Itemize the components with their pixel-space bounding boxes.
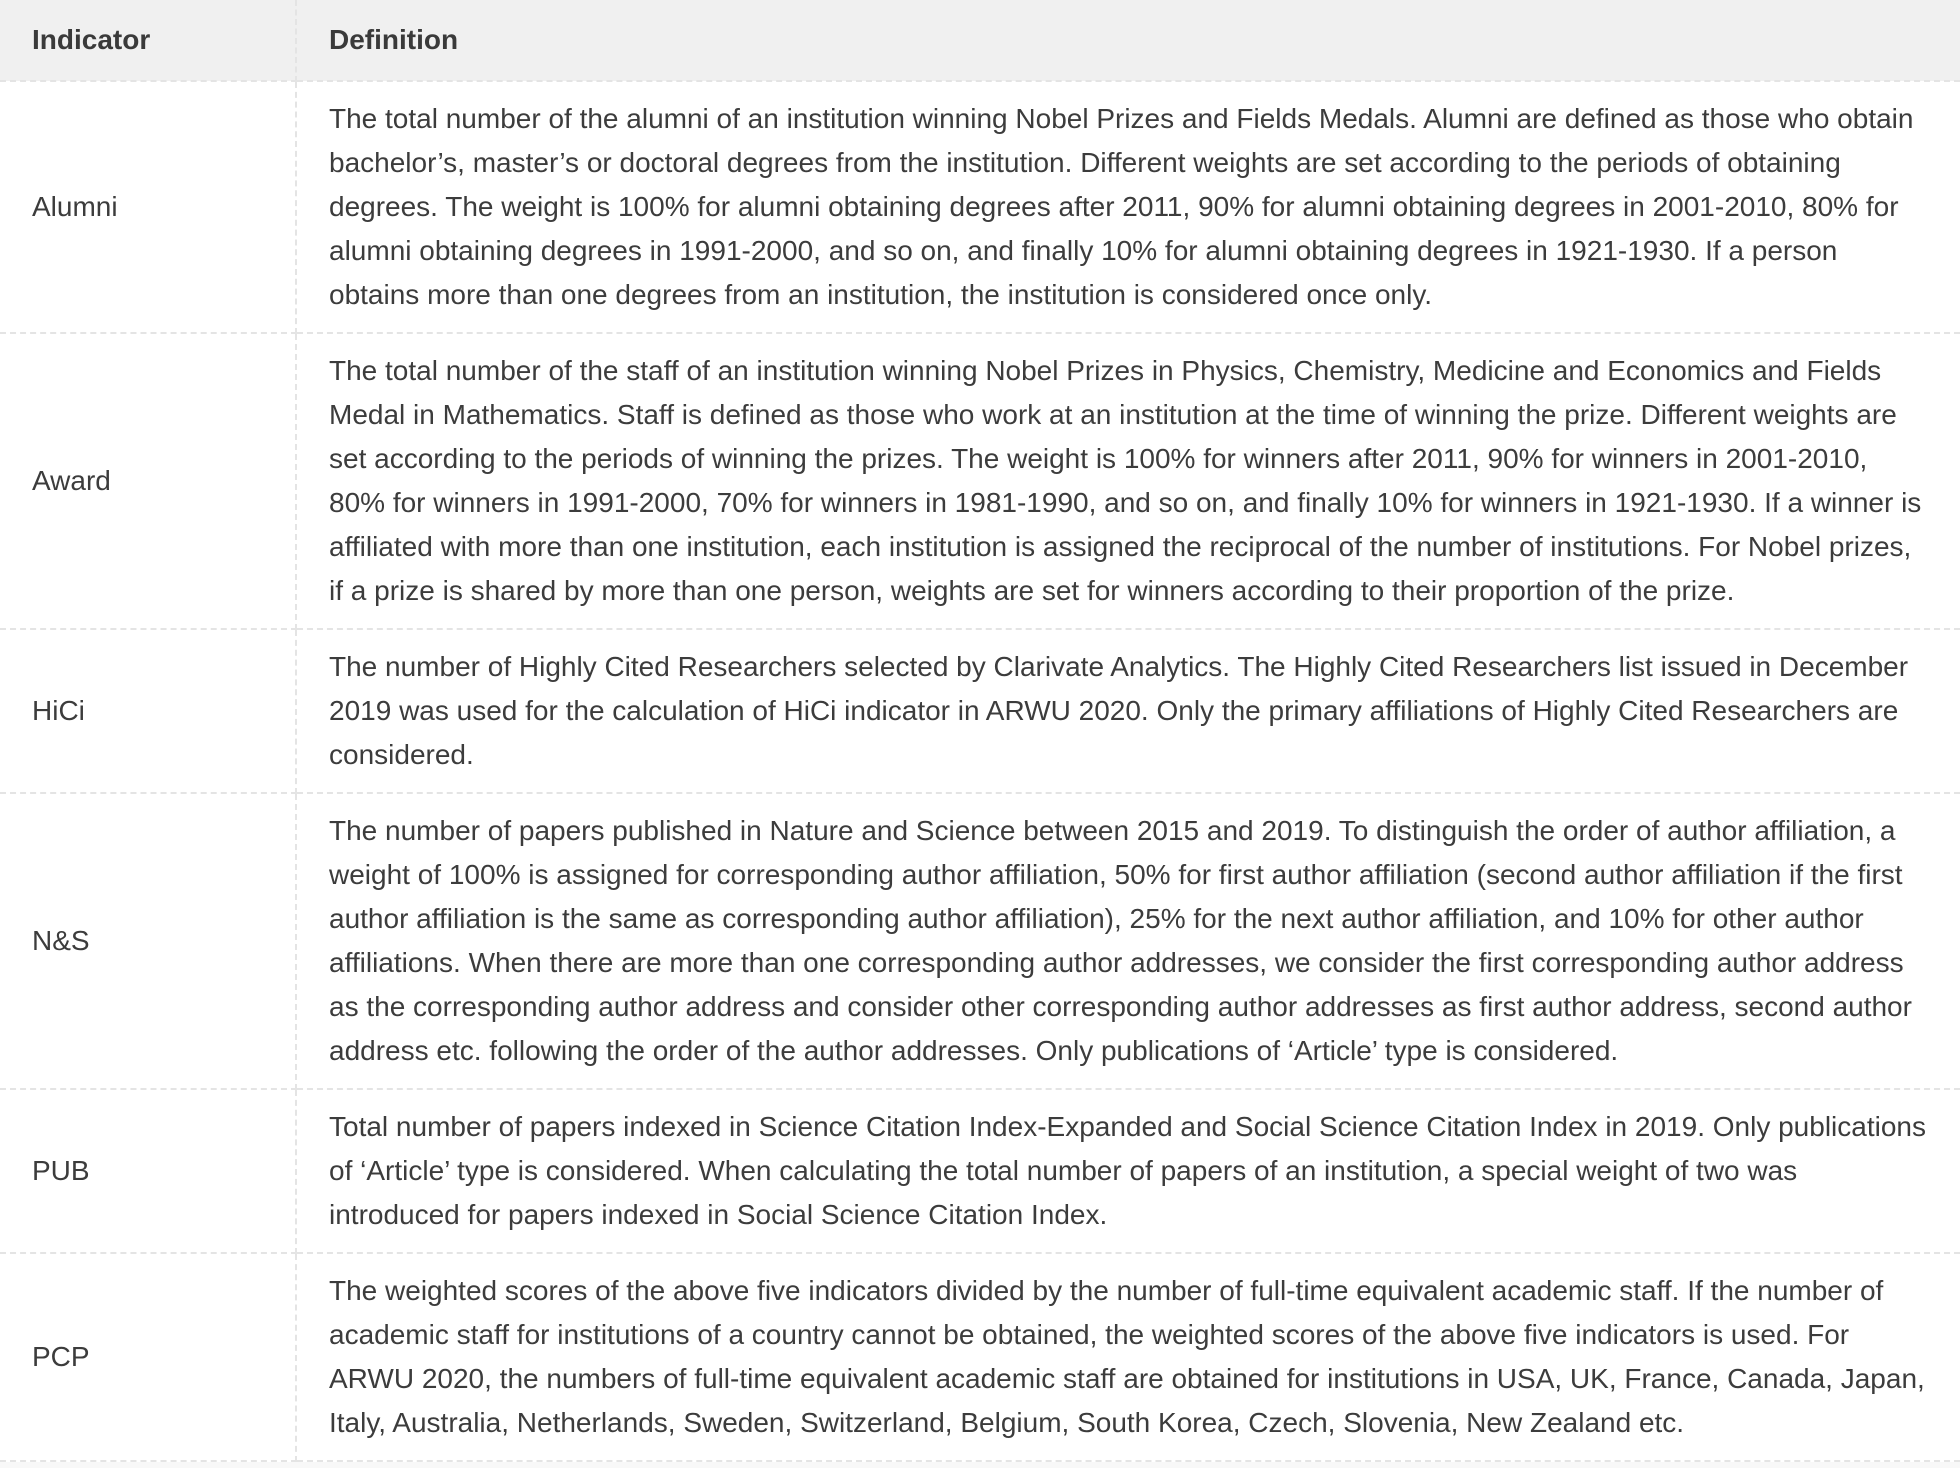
table-row-award <box>0 333 1960 629</box>
indicator-cell <box>0 1089 296 1253</box>
table-row-ns <box>0 793 1960 1089</box>
indicator-label: Alumni <box>32 191 118 222</box>
indicator-cell <box>0 629 296 793</box>
header-label-indicator: Indicator <box>32 24 151 55</box>
next-row-peek <box>0 1462 1960 1468</box>
indicator-label: Award <box>32 465 111 496</box>
indicator-cell <box>0 333 296 629</box>
indicator-cell <box>0 793 296 1089</box>
definition-text: The total number of the staff of an institution winning Nobel Prizes in Physics, Chemistry, Medicine and Economics and Fields Medal in Mathematics. Staff is defined as those who work at an institution at the time of winning the prize. Different weights are set according to the periods of winning the prizes. The weight is 100% for winners after 2011, 90% for winners in 2001-2010, 80% for winners in 1991-2000, 70% for winners in 1981-1990, and so on, and finally 10% for winners in 1921-1930. If a winner is affiliated with more than one institution, each institution is assigned the reciprocal of the number of institutions. For Nobel prizes, if a prize is shared by more than one person, weights are set for winners according to their proportion of the prize. <box>329 355 1922 606</box>
indicator-cell <box>0 81 296 333</box>
definition-cell <box>296 333 1960 629</box>
table-row-pcp <box>0 1253 1960 1461</box>
definition-text: Total number of papers indexed in Science Citation Index-Expanded and Social Science Citation Index in 2019. Only publications of ‘Article’ type is considered. When calculating the total number of papers of an institution, a special weight of two was introduced for papers indexed in Social Science Citation Index. <box>329 1111 1926 1230</box>
definition-cell <box>296 1089 1960 1253</box>
header-cell-definition <box>296 0 1960 81</box>
table-header-row <box>0 0 1960 81</box>
header-label-definition: Definition <box>329 24 459 55</box>
definition-text: The weighted scores of the above five indicators divided by the number of full-time equivalent academic staff. If the number of academic staff for institutions of a country cannot be obtained, the weighted scores of the above five indicators is used. For ARWU 2020, the numbers of full-time equivalent academic staff are obtained for institutions in USA, UK, France, Canada, Japan, Italy, Australia, Netherlands, Sweden, Switzerland, Belgium, South Korea, Czech, Slovenia, New Zealand etc. <box>329 1275 1925 1438</box>
indicator-label: PUB <box>32 1155 90 1186</box>
header-cell-indicator <box>0 0 296 81</box>
indicator-label: HiCi <box>32 695 85 726</box>
indicator-label: PCP <box>32 1341 90 1372</box>
definition-cell <box>296 1253 1960 1461</box>
table-row-pub <box>0 1089 1960 1253</box>
definition-text: The number of papers published in Nature and Science between 2015 and 2019. To distinguish the order of author affiliation, a weight of 100% is assigned for corresponding author affiliation, 50% for first author affiliation (second author affiliation if the first author affiliation is the same as corresponding author affiliation), 25% for the next author affiliation, and 10% for other author affiliations. When there are more than one corresponding author addresses, we consider the first corresponding author address as the corresponding author address and consider other corresponding author addresses as first author address, second author address etc. following the order of the author addresses. Only publications of ‘Article’ type is considered. <box>329 815 1912 1066</box>
definition-cell <box>296 793 1960 1089</box>
table-row-hici <box>0 629 1960 793</box>
definition-text: The total number of the alumni of an institution winning Nobel Prizes and Fields Medals. Alumni are defined as those who obtain bachelor’s, master’s or doctoral degrees from the institution. Different weights are set according to the periods of obtaining degrees. The weight is 100% for alumni obtaining degrees after 2011, 90% for alumni obtaining degrees in 2001-2010, 80% for alumni obtaining degrees in 1991-2000, and so on, and finally 10% for alumni obtaining degrees in 1921-1930. If a person obtains more than one degrees from an institution, the institution is considered once only. <box>329 103 1914 310</box>
definition-text: The number of Highly Cited Researchers selected by Clarivate Analytics. The Highly Cited Researchers list issued in December 2019 was used for the calculation of HiCi indicator in ARWU 2020. Only the primary affiliations of Highly Cited Researchers are considered. <box>329 651 1909 770</box>
definition-cell <box>296 81 1960 333</box>
indicator-label: N&S <box>32 925 90 956</box>
table-row-alumni <box>0 81 1960 333</box>
definition-cell <box>296 629 1960 793</box>
indicator-cell <box>0 1253 296 1461</box>
